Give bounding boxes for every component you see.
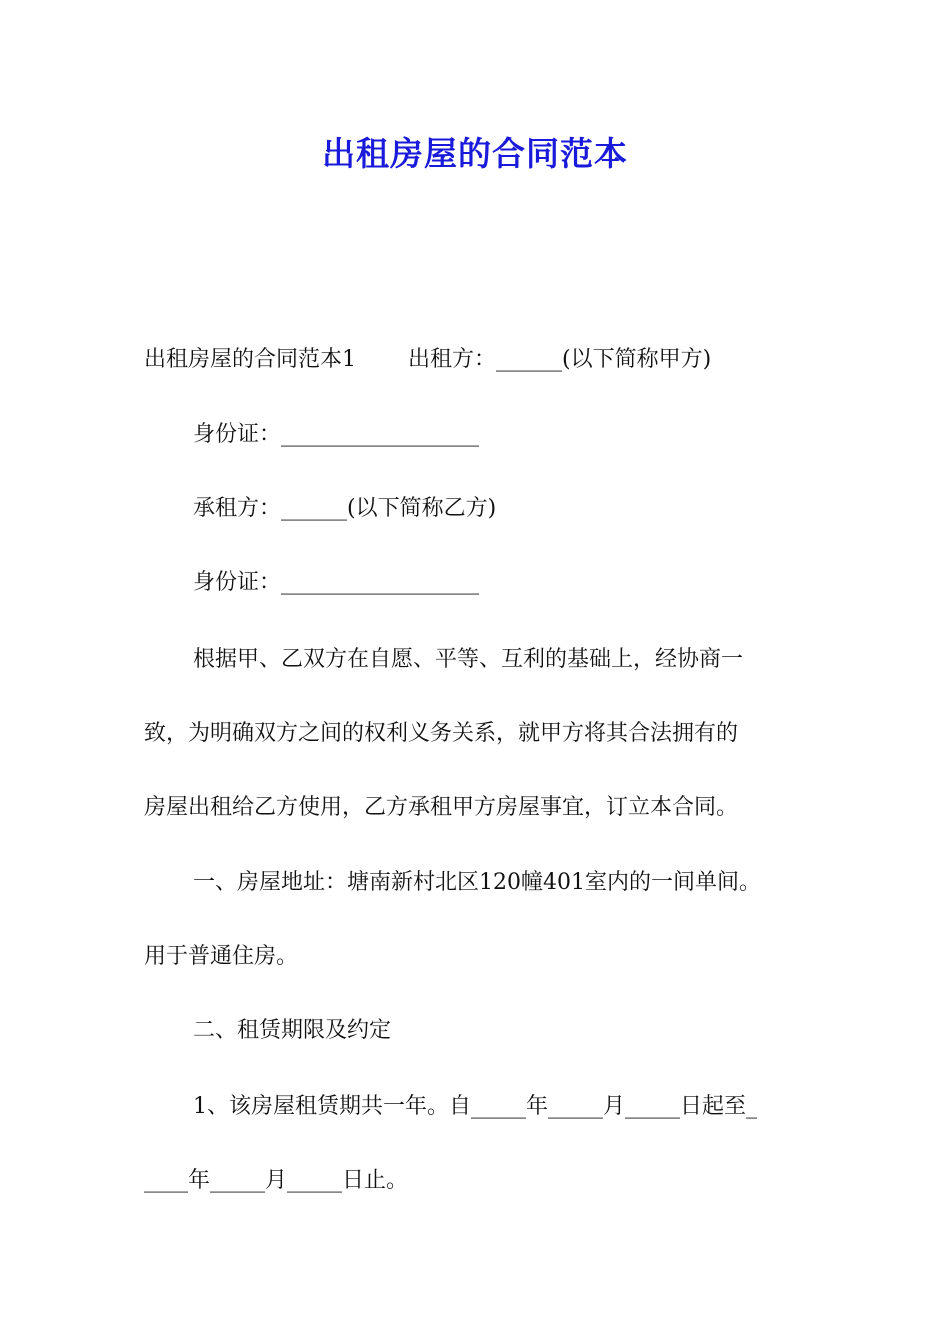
body-paragraph-line: 致，为明确双方之间的权利义务关系，就甲方将其合法拥有的 [144,721,739,746]
contract-number: 出租房屋的合同范本1 [144,347,356,372]
clause-line: 1、该房屋租赁期共一年。自_____年_____月_____日起至_ [193,1094,757,1119]
lessee-field: 承租方：______(以下简称乙方) [193,496,497,521]
clause-line: ____年_____月_____日止。 [144,1168,409,1193]
lessor-id-field: 身份证：__________________ [193,422,480,447]
lessor-field: 出租方：______(以下简称甲方) [408,347,712,372]
section-two-heading: 二、租赁期限及约定 [193,1018,392,1043]
section-one-line: 用于普通住房。 [144,944,299,969]
contract-heading-line [144,345,711,375]
document-title: 出租房屋的合同范本 [322,134,628,173]
body-paragraph-line: 根据甲、乙双方在自愿、平等、互利的基础上，经协商一 [193,647,744,672]
lessee-id-field: 身份证：__________________ [193,570,480,595]
body-paragraph-line: 房屋出租给乙方使用，乙方承租甲方房屋事宜，订立本合同。 [144,795,739,820]
section-one-line: 一、房屋地址：塘南新村北区120幢401室内的一间单间。 [193,870,761,895]
